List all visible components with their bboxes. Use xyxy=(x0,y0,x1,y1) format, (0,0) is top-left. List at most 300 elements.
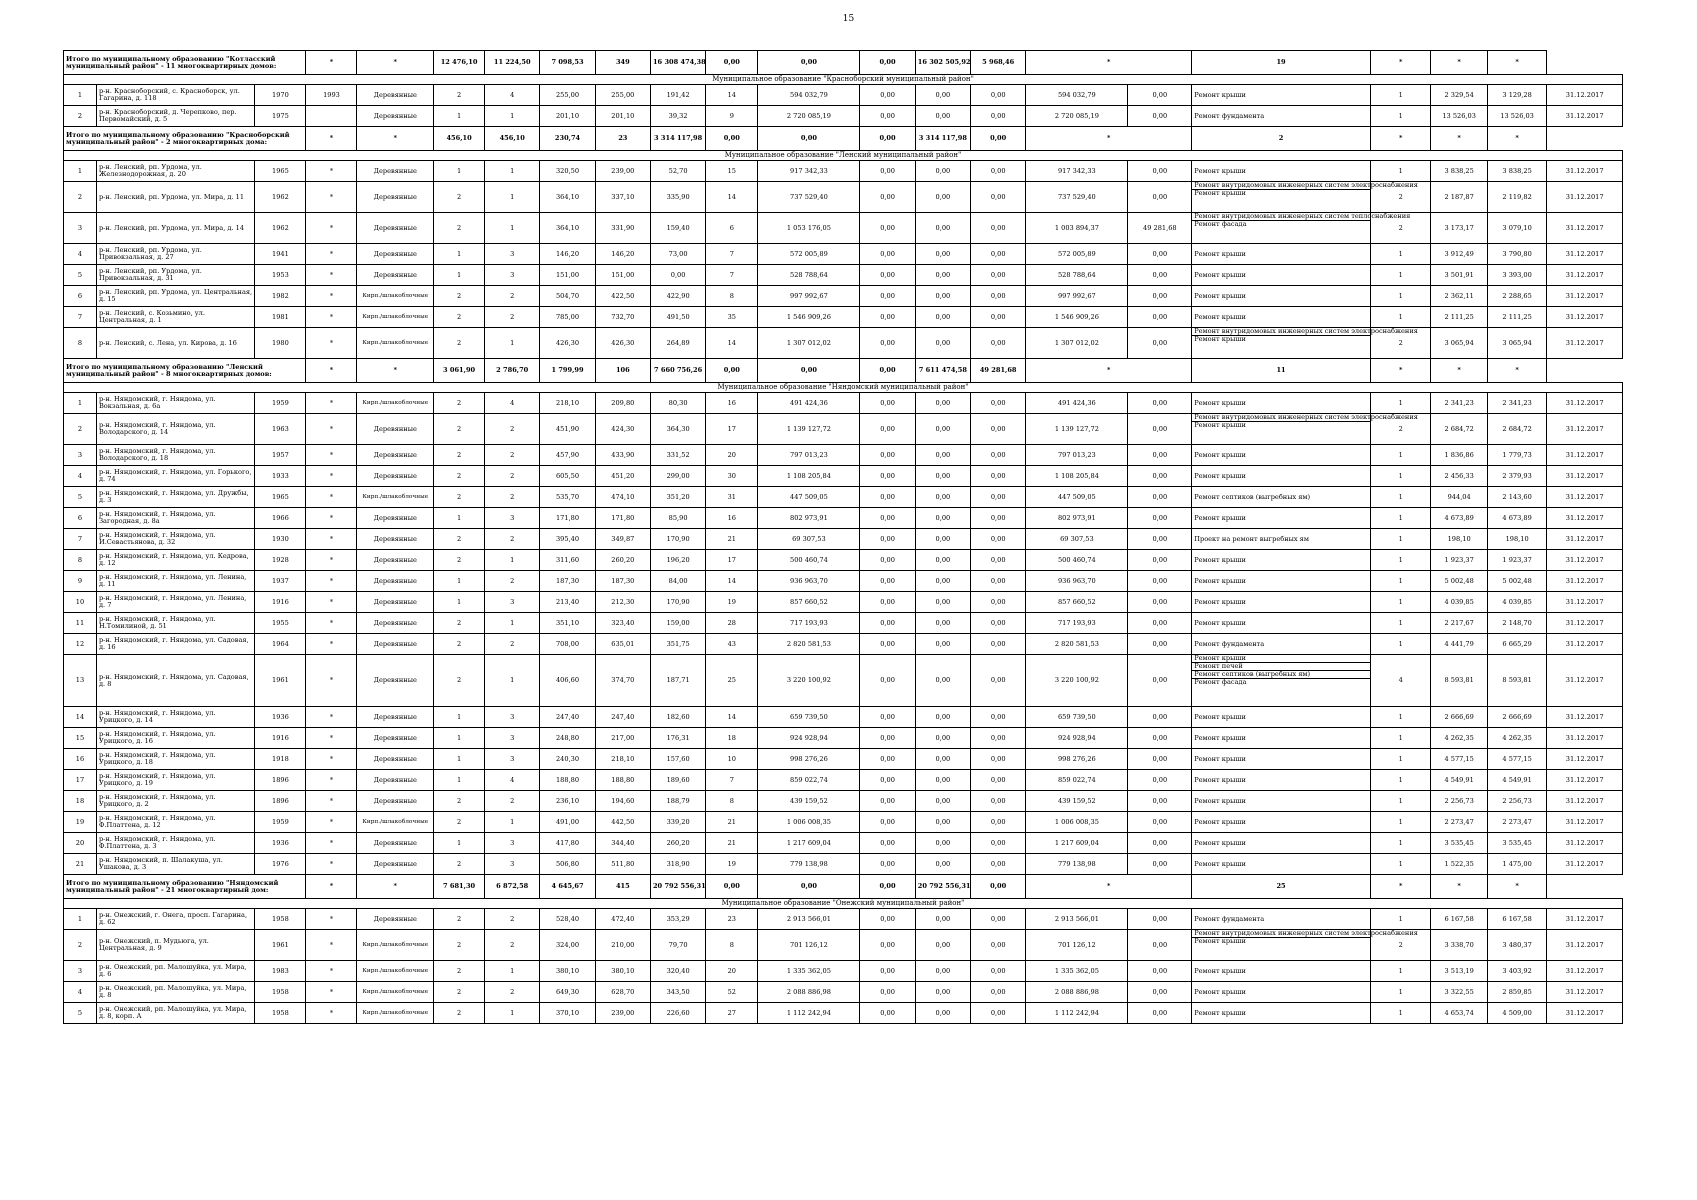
subtotal-cell: 0,00 xyxy=(706,359,758,383)
row-number: 7 xyxy=(64,529,97,550)
repair-cost-cell: 1 006 008,35 xyxy=(758,812,860,833)
residents-cell: 15 xyxy=(706,161,758,182)
residents-cell: 7 xyxy=(706,265,758,286)
budget-subject-cell: 0,00 xyxy=(915,571,970,592)
other-funds-cell: 0,00 xyxy=(1128,550,1192,571)
budget-subject-cell: 0,00 xyxy=(915,592,970,613)
table-row xyxy=(64,812,1623,833)
row-number: 18 xyxy=(64,791,97,812)
total-area-cell: 491,00 xyxy=(540,812,595,833)
owners-funds-cell: 659 739,50 xyxy=(1026,707,1128,728)
repair-cost-cell: 594 032,79 xyxy=(758,85,860,106)
capital-repair-table xyxy=(63,50,1623,1024)
unit-cost-cell: 13 526,03 xyxy=(1431,106,1487,127)
address-cell: р-н. Онежский, рп. Малошуйка, ул. Мира, д. 8, корп. А xyxy=(96,1003,254,1024)
table-row xyxy=(64,930,1623,961)
max-unit-cost-cell: 3 393,00 xyxy=(1487,265,1547,286)
table-row xyxy=(64,1003,1623,1024)
owners-funds-cell: 859 022,74 xyxy=(1026,770,1128,791)
deadline-cell: 31.12.2017 xyxy=(1547,930,1623,961)
deadline-cell: 31.12.2017 xyxy=(1547,328,1623,359)
budget-municipal-cell: 0,00 xyxy=(971,961,1026,982)
fund-cell: 0,00 xyxy=(860,213,915,244)
budget-subject-cell: 0,00 xyxy=(915,307,970,328)
floors-cell: 1 xyxy=(434,833,485,854)
year-renovated-cell: * xyxy=(306,286,357,307)
residential-area-cell: 339,20 xyxy=(650,812,705,833)
subtotal-cell: 0,00 xyxy=(860,51,915,75)
subtotal-cell: * xyxy=(306,359,357,383)
deadline-cell: 31.12.2017 xyxy=(1547,414,1623,445)
year-built-cell: 1933 xyxy=(255,466,306,487)
deadline-cell: 31.12.2017 xyxy=(1547,529,1623,550)
year-built-cell: 1955 xyxy=(255,613,306,634)
budget-municipal-cell: 0,00 xyxy=(971,328,1026,359)
address-cell: р-н. Няндомский, г. Няндома, ул. Загородная, д. 8а xyxy=(96,508,254,529)
entrances-cell: 1 xyxy=(485,655,540,707)
entrances-cell: 2 xyxy=(485,445,540,466)
owners-funds-cell: 1 108 205,84 xyxy=(1026,466,1128,487)
table-row xyxy=(64,529,1623,550)
total-area-cell: 187,30 xyxy=(540,571,595,592)
budget-municipal-cell: 0,00 xyxy=(971,833,1026,854)
max-unit-cost-cell: 2 256,73 xyxy=(1487,791,1547,812)
year-built-cell: 1982 xyxy=(255,286,306,307)
works-cell xyxy=(1192,529,1371,550)
row-number: 10 xyxy=(64,592,97,613)
wall-material-cell: Кирп./шлакоблочные xyxy=(357,328,434,359)
subtotal-cell: * xyxy=(1370,875,1431,899)
year-built-cell: 1961 xyxy=(255,655,306,707)
address-cell: р-н. Онежский, п. Мудьюга, ул. Центральная, д. 9 xyxy=(96,930,254,961)
works-cell xyxy=(1192,613,1371,634)
total-area-cell: 320,50 xyxy=(540,161,595,182)
year-built-cell: 1958 xyxy=(255,909,306,930)
row-number: 6 xyxy=(64,508,97,529)
repair-cost-cell: 2 820 581,53 xyxy=(758,634,860,655)
repair-cost-cell: 572 005,89 xyxy=(758,244,860,265)
works-count-cell: 2 xyxy=(1370,182,1431,213)
repair-cost-cell: 1 546 909,26 xyxy=(758,307,860,328)
subtotal-cell: 16 302 505,92 xyxy=(915,51,970,75)
row-number: 9 xyxy=(64,571,97,592)
budget-municipal-cell: 0,00 xyxy=(971,655,1026,707)
floors-cell: 2 xyxy=(434,961,485,982)
wall-material-cell: Деревянные xyxy=(357,161,434,182)
work-type: Ремонт крыши xyxy=(1194,312,1246,321)
subtotal-cell: 0,00 xyxy=(758,51,860,75)
subtotal-cell: * xyxy=(1026,127,1192,151)
other-funds-cell: 0,00 xyxy=(1128,307,1192,328)
residents-cell: 52 xyxy=(706,982,758,1003)
address-cell: р-н. Няндомский, г. Няндома, ул. Горького, д. 74 xyxy=(96,466,254,487)
total-area-cell: 417,80 xyxy=(540,833,595,854)
subtotal-cell: 3 061,90 xyxy=(434,359,485,383)
other-funds-cell: 0,00 xyxy=(1128,812,1192,833)
row-number: 1 xyxy=(64,85,97,106)
repair-cost-cell: 2 913 566,01 xyxy=(758,909,860,930)
work-type: Ремонт крыши xyxy=(1194,796,1246,805)
fund-cell: 0,00 xyxy=(860,393,915,414)
subtotal-cell: 456,10 xyxy=(434,127,485,151)
living-area-cell: 194,60 xyxy=(595,791,650,812)
address-cell: р-н. Няндомский, г. Няндома, ул. Вокзальная, д. 6а xyxy=(96,393,254,414)
other-funds-cell: 0,00 xyxy=(1128,854,1192,875)
subtotal-cell: * xyxy=(306,875,357,899)
fund-cell: 0,00 xyxy=(860,930,915,961)
wall-material-cell: Деревянные xyxy=(357,833,434,854)
year-built-cell: 1896 xyxy=(255,770,306,791)
wall-material-cell: Деревянные xyxy=(357,634,434,655)
living-area-cell: 212,30 xyxy=(595,592,650,613)
subtotal-cell: * xyxy=(357,359,434,383)
unit-cost-cell: 3 838,25 xyxy=(1431,161,1487,182)
residential-area-cell: 80,30 xyxy=(650,393,705,414)
table-row xyxy=(64,749,1623,770)
works-count-cell: 1 xyxy=(1370,307,1431,328)
work-type: Ремонт крыши xyxy=(1194,838,1246,847)
living-area-cell: 239,00 xyxy=(595,1003,650,1024)
year-renovated-cell: * xyxy=(306,466,357,487)
municipality-title: Муниципальное образование "Ленский муниципальный район" xyxy=(64,151,1623,161)
work-type: Ремонт крыши xyxy=(1194,513,1246,522)
repair-cost-cell: 917 342,33 xyxy=(758,161,860,182)
other-funds-cell: 0,00 xyxy=(1128,613,1192,634)
address-cell: р-н. Няндомский, г. Няндома, ул. Кедрова, д. 12 xyxy=(96,550,254,571)
residential-area-cell: 191,42 xyxy=(650,85,705,106)
total-area-cell: 528,40 xyxy=(540,909,595,930)
floors-cell: 2 xyxy=(434,286,485,307)
entrances-cell: 2 xyxy=(485,307,540,328)
residential-area-cell: 189,60 xyxy=(650,770,705,791)
subtotal-row xyxy=(64,51,1623,75)
works-cell xyxy=(1192,106,1371,127)
residential-area-cell: 335,90 xyxy=(650,182,705,213)
address-cell: р-н. Онежский, г. Онега, просп. Гагарина, д. 62 xyxy=(96,909,254,930)
budget-municipal-cell: 0,00 xyxy=(971,286,1026,307)
repair-cost-cell: 447 509,05 xyxy=(758,487,860,508)
residents-cell: 35 xyxy=(706,307,758,328)
row-number: 20 xyxy=(64,833,97,854)
fund-cell: 0,00 xyxy=(860,445,915,466)
work-type: Ремонт крыши xyxy=(1194,90,1246,99)
max-unit-cost-cell: 3 129,28 xyxy=(1487,85,1547,106)
max-unit-cost-cell: 4 577,15 xyxy=(1487,749,1547,770)
table-row xyxy=(64,244,1623,265)
address-cell: р-н. Няндомский, г. Няндома, ул. Урицкого, д. 19 xyxy=(96,770,254,791)
other-funds-cell: 49 281,68 xyxy=(1128,213,1192,244)
works-count-cell: 1 xyxy=(1370,812,1431,833)
subtotal-cell: 230,74 xyxy=(540,127,595,151)
wall-material-cell: Деревянные xyxy=(357,655,434,707)
budget-subject-cell: 0,00 xyxy=(915,1003,970,1024)
subtotal-cell: 11 xyxy=(1192,359,1371,383)
budget-municipal-cell: 0,00 xyxy=(971,508,1026,529)
owners-funds-cell: 2 820 581,53 xyxy=(1026,634,1128,655)
budget-municipal-cell: 0,00 xyxy=(971,85,1026,106)
subtotal-cell: 0,00 xyxy=(706,51,758,75)
deadline-cell: 31.12.2017 xyxy=(1547,393,1623,414)
residential-area-cell: 157,60 xyxy=(650,749,705,770)
subtotal-row xyxy=(64,875,1623,899)
residential-area-cell: 264,89 xyxy=(650,328,705,359)
total-area-cell: 324,00 xyxy=(540,930,595,961)
total-area-cell: 218,10 xyxy=(540,393,595,414)
other-funds-cell: 0,00 xyxy=(1128,728,1192,749)
living-area-cell: 146,20 xyxy=(595,244,650,265)
deadline-cell: 31.12.2017 xyxy=(1547,812,1623,833)
subtotal-label: Итого по муниципальному образованию "Котласский муниципальный район" - 11 многоквартирных домов: xyxy=(64,51,306,75)
residents-cell: 17 xyxy=(706,550,758,571)
floors-cell: 2 xyxy=(434,791,485,812)
max-unit-cost-cell: 4 039,85 xyxy=(1487,592,1547,613)
year-renovated-cell: * xyxy=(306,182,357,213)
works-count-cell: 1 xyxy=(1370,961,1431,982)
deadline-cell: 31.12.2017 xyxy=(1547,244,1623,265)
other-funds-cell: 0,00 xyxy=(1128,833,1192,854)
max-unit-cost-cell: 2 859,85 xyxy=(1487,982,1547,1003)
works-count-cell: 4 xyxy=(1370,655,1431,707)
budget-subject-cell: 0,00 xyxy=(915,466,970,487)
works-cell xyxy=(1192,854,1371,875)
residential-area-cell: 353,29 xyxy=(650,909,705,930)
subtotal-cell: * xyxy=(357,51,434,75)
budget-subject-cell: 0,00 xyxy=(915,529,970,550)
table-row xyxy=(64,414,1623,445)
year-renovated-cell: * xyxy=(306,213,357,244)
budget-subject-cell: 0,00 xyxy=(915,328,970,359)
subtotal-cell: 0,00 xyxy=(706,875,758,899)
address-cell: р-н. Няндомский, г. Няндома, ул. Урицкого, д. 2 xyxy=(96,791,254,812)
year-built-cell: 1966 xyxy=(255,508,306,529)
residential-area-cell: 318,90 xyxy=(650,854,705,875)
owners-funds-cell: 2 720 085,19 xyxy=(1026,106,1128,127)
living-area-cell: 171,80 xyxy=(595,508,650,529)
residential-area-cell: 39,32 xyxy=(650,106,705,127)
other-funds-cell: 0,00 xyxy=(1128,749,1192,770)
living-area-cell: 349,87 xyxy=(595,529,650,550)
owners-funds-cell: 998 276,26 xyxy=(1026,749,1128,770)
row-number: 5 xyxy=(64,1003,97,1024)
residential-area-cell: 226,60 xyxy=(650,1003,705,1024)
year-built-cell: 1928 xyxy=(255,550,306,571)
work-type: Ремонт внутридомовых инженерных систем электроснабжения xyxy=(1194,929,1418,937)
deadline-cell: 31.12.2017 xyxy=(1547,182,1623,213)
year-built-cell: 1975 xyxy=(255,106,306,127)
residential-area-cell: 422,90 xyxy=(650,286,705,307)
year-renovated-cell: * xyxy=(306,791,357,812)
row-number: 4 xyxy=(64,466,97,487)
owners-funds-cell: 917 342,33 xyxy=(1026,161,1128,182)
subtotal-cell: 11 224,50 xyxy=(485,51,540,75)
deadline-cell: 31.12.2017 xyxy=(1547,728,1623,749)
work-type: Ремонт крыши xyxy=(1194,334,1246,343)
living-area-cell: 474,10 xyxy=(595,487,650,508)
unit-cost-cell: 8 593,81 xyxy=(1431,655,1487,707)
owners-funds-cell: 69 307,53 xyxy=(1026,529,1128,550)
year-renovated-cell: * xyxy=(306,930,357,961)
subtotal-cell: 0,00 xyxy=(971,127,1026,151)
year-built-cell: 1964 xyxy=(255,634,306,655)
budget-subject-cell: 0,00 xyxy=(915,286,970,307)
deadline-cell: 31.12.2017 xyxy=(1547,770,1623,791)
budget-municipal-cell: 0,00 xyxy=(971,909,1026,930)
subtotal-cell: 2 xyxy=(1192,127,1371,151)
works-count-cell: 1 xyxy=(1370,854,1431,875)
floors-cell: 2 xyxy=(434,909,485,930)
subtotal-cell: 0,00 xyxy=(860,359,915,383)
budget-municipal-cell: 0,00 xyxy=(971,466,1026,487)
works-count-cell: 1 xyxy=(1370,466,1431,487)
max-unit-cost-cell: 2 379,93 xyxy=(1487,466,1547,487)
year-renovated-cell: * xyxy=(306,487,357,508)
repair-cost-cell: 1 112 242,94 xyxy=(758,1003,860,1024)
max-unit-cost-cell: 2 341,23 xyxy=(1487,393,1547,414)
year-renovated-cell: * xyxy=(306,634,357,655)
fund-cell: 0,00 xyxy=(860,728,915,749)
entrances-cell: 1 xyxy=(485,213,540,244)
year-built-cell: 1962 xyxy=(255,213,306,244)
work-type: Ремонт крыши xyxy=(1194,555,1246,564)
wall-material-cell: Деревянные xyxy=(357,508,434,529)
repair-cost-cell: 2 720 085,19 xyxy=(758,106,860,127)
living-area-cell: 337,10 xyxy=(595,182,650,213)
year-built-cell: 1957 xyxy=(255,445,306,466)
address-cell: р-н. Няндомский, г. Няндома, ул. И.Севастьянова, д. 32 xyxy=(96,529,254,550)
subtotal-cell: * xyxy=(1026,875,1192,899)
subtotal-cell: 7 611 474,58 xyxy=(915,359,970,383)
wall-material-cell: Кирп./шлакоблочные xyxy=(357,286,434,307)
max-unit-cost-cell: 3 065,94 xyxy=(1487,328,1547,359)
repair-cost-cell: 1 139 127,72 xyxy=(758,414,860,445)
owners-funds-cell: 500 460,74 xyxy=(1026,550,1128,571)
entrances-cell: 1 xyxy=(485,1003,540,1024)
living-area-cell: 344,40 xyxy=(595,833,650,854)
max-unit-cost-cell: 13 526,03 xyxy=(1487,106,1547,127)
other-funds-cell: 0,00 xyxy=(1128,106,1192,127)
wall-material-cell: Деревянные xyxy=(357,466,434,487)
living-area-cell: 331,90 xyxy=(595,213,650,244)
entrances-cell: 2 xyxy=(485,529,540,550)
budget-municipal-cell: 0,00 xyxy=(971,707,1026,728)
year-built-cell: 1981 xyxy=(255,307,306,328)
repair-cost-cell: 2 088 886,98 xyxy=(758,982,860,1003)
works-count-cell: 1 xyxy=(1370,791,1431,812)
total-area-cell: 201,10 xyxy=(540,106,595,127)
owners-funds-cell: 594 032,79 xyxy=(1026,85,1128,106)
table-row xyxy=(64,791,1623,812)
repair-cost-cell: 1 307 012,02 xyxy=(758,328,860,359)
deadline-cell: 31.12.2017 xyxy=(1547,106,1623,127)
deadline-cell: 31.12.2017 xyxy=(1547,613,1623,634)
row-number: 21 xyxy=(64,854,97,875)
subtotal-cell: 7 660 756,26 xyxy=(650,359,705,383)
other-funds-cell: 0,00 xyxy=(1128,393,1192,414)
owners-funds-cell: 737 529,40 xyxy=(1026,182,1128,213)
owners-funds-cell: 2 088 886,98 xyxy=(1026,982,1128,1003)
address-cell: р-н. Красноборский, д. Черепково, пер. Первомайский, д. 5 xyxy=(96,106,254,127)
works-cell xyxy=(1192,571,1371,592)
budget-municipal-cell: 0,00 xyxy=(971,244,1026,265)
budget-subject-cell: 0,00 xyxy=(915,508,970,529)
residents-cell: 10 xyxy=(706,749,758,770)
works-count-cell: 2 xyxy=(1370,414,1431,445)
max-unit-cost-cell: 6 167,58 xyxy=(1487,909,1547,930)
entrances-cell: 2 xyxy=(485,909,540,930)
wall-material-cell: Деревянные xyxy=(357,707,434,728)
budget-municipal-cell: 0,00 xyxy=(971,487,1026,508)
subtotal-cell: * xyxy=(1370,127,1431,151)
address-cell: р-н. Няндомский, г. Няндома, ул. Ленина, д. 11 xyxy=(96,571,254,592)
repair-cost-cell: 797 013,23 xyxy=(758,445,860,466)
owners-funds-cell: 701 126,12 xyxy=(1026,930,1128,961)
entrances-cell: 2 xyxy=(485,466,540,487)
entrances-cell: 4 xyxy=(485,393,540,414)
residential-area-cell: 0,00 xyxy=(650,265,705,286)
fund-cell: 0,00 xyxy=(860,634,915,655)
total-area-cell: 236,10 xyxy=(540,791,595,812)
year-built-cell: 1962 xyxy=(255,182,306,213)
deadline-cell: 31.12.2017 xyxy=(1547,508,1623,529)
year-renovated-cell: * xyxy=(306,613,357,634)
subtotal-cell: 0,00 xyxy=(758,359,860,383)
subtotal-label: Итого по муниципальному образованию "Ленский муниципальный район" - 8 многоквартирных домов: xyxy=(64,359,306,383)
fund-cell: 0,00 xyxy=(860,707,915,728)
unit-cost-cell: 944,04 xyxy=(1431,487,1487,508)
other-funds-cell: 0,00 xyxy=(1128,655,1192,707)
floors-cell: 2 xyxy=(434,393,485,414)
year-renovated-cell: * xyxy=(306,909,357,930)
floors-cell: 2 xyxy=(434,414,485,445)
entrances-cell: 3 xyxy=(485,508,540,529)
works-cell xyxy=(1192,393,1371,414)
total-area-cell: 364,10 xyxy=(540,213,595,244)
max-unit-cost-cell: 2 273,47 xyxy=(1487,812,1547,833)
subtotal-cell: 349 xyxy=(595,51,650,75)
living-area-cell: 255,00 xyxy=(595,85,650,106)
subtotal-cell: 7 681,30 xyxy=(434,875,485,899)
municipality-title: Муниципальное образование "Няндомский муниципальный район" xyxy=(64,383,1623,393)
living-area-cell: 210,00 xyxy=(595,930,650,961)
owners-funds-cell: 1 003 894,37 xyxy=(1026,213,1128,244)
row-number: 4 xyxy=(64,982,97,1003)
works-cell xyxy=(1192,265,1371,286)
works-cell xyxy=(1192,445,1371,466)
total-area-cell: 649,30 xyxy=(540,982,595,1003)
max-unit-cost-cell: 2 288,65 xyxy=(1487,286,1547,307)
owners-funds-cell: 1 217 609,04 xyxy=(1026,833,1128,854)
year-renovated-cell: * xyxy=(306,749,357,770)
owners-funds-cell: 439 159,52 xyxy=(1026,791,1128,812)
max-unit-cost-cell: 5 002,48 xyxy=(1487,571,1547,592)
residential-area-cell: 159,40 xyxy=(650,213,705,244)
works-count-cell: 1 xyxy=(1370,728,1431,749)
floors-cell: 1 xyxy=(434,106,485,127)
year-built-cell: 1976 xyxy=(255,854,306,875)
wall-material-cell: Деревянные xyxy=(357,854,434,875)
subtotal-cell: 49 281,68 xyxy=(971,359,1026,383)
works-count-cell: 1 xyxy=(1370,613,1431,634)
residential-area-cell: 52,70 xyxy=(650,161,705,182)
table-row xyxy=(64,213,1623,244)
subtotal-cell: * xyxy=(1431,127,1487,151)
table-row xyxy=(64,161,1623,182)
subtotal-cell: 0,00 xyxy=(971,875,1026,899)
total-area-cell: 785,00 xyxy=(540,307,595,328)
work-type: Ремонт крыши xyxy=(1194,291,1246,300)
works-count-cell: 1 xyxy=(1370,85,1431,106)
work-type: Ремонт крыши xyxy=(1194,859,1246,868)
